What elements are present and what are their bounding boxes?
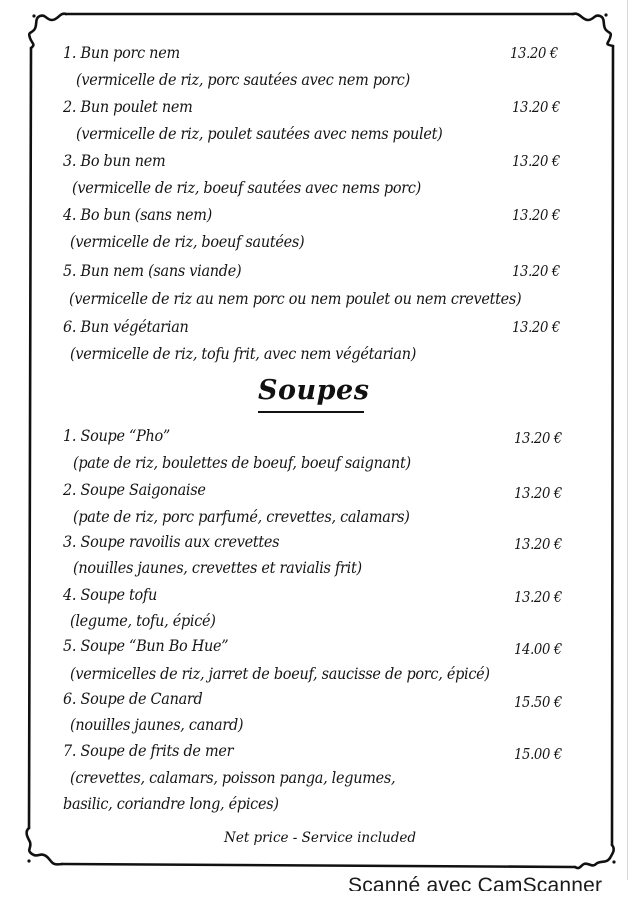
item-name: 3. Soupe ravoilis aux crevettes	[63, 533, 280, 551]
item-name: 5. Soupe “Bun Bo Hue”	[63, 637, 229, 655]
item-description: (vermicelles de riz, jarret de boeuf, saucisse de porc, épicé)	[70, 665, 490, 683]
item-name: 5. Bun nem (sans viande)	[63, 262, 242, 280]
item-name: 2. Soupe Saigonaise	[63, 481, 206, 499]
scanner-watermark: Scanné avec CamScanner	[348, 874, 603, 891]
item-description: (pate de riz, boulettes de boeuf, boeuf saignant)	[73, 454, 411, 472]
item-description: (legume, tofu, épicé)	[70, 612, 216, 630]
heading-underline	[258, 411, 364, 413]
item-price: 13.20 €	[512, 318, 560, 336]
item-price: 15.00 €	[514, 745, 562, 763]
item-name: 1. Bun porc nem	[63, 44, 180, 62]
item-name: 3. Bo bun nem	[63, 152, 166, 170]
item-price: 14.00 €	[514, 640, 562, 658]
item-name: 6. Bun végétarian	[63, 318, 189, 336]
item-price: 13.20 €	[512, 98, 560, 116]
item-description: (vermicelle de riz, tofu frit, avec nem végétarian)	[70, 345, 417, 363]
item-price: 13.20 €	[514, 484, 562, 502]
item-description: (crevettes, calamars, poisson panga, legumes,	[70, 769, 396, 787]
item-price: 13.20 €	[510, 44, 558, 62]
item-price: 13.20 €	[514, 588, 562, 606]
item-description: (nouilles jaunes, crevettes et ravialis frit)	[73, 559, 362, 577]
item-description: (pate de riz, porc parfumé, crevettes, calamars)	[73, 508, 410, 526]
item-price: 13.20 €	[512, 206, 560, 224]
item-price: 13.20 €	[512, 152, 560, 170]
item-name: 1. Soupe “Pho”	[63, 427, 171, 445]
item-name: 6. Soupe de Canard	[63, 690, 203, 708]
item-name: 4. Bo bun (sans nem)	[63, 206, 212, 224]
item-description: (vermicelle de riz, boeuf sautées)	[70, 233, 305, 251]
item-name: 4. Soupe tofu	[63, 586, 157, 604]
item-description: (vermicelle de riz, boeuf sautées avec nems porc)	[72, 179, 421, 197]
item-description-continued: basilic, coriandre long, épices)	[63, 795, 279, 813]
service-note: Net price - Service included	[224, 830, 416, 846]
item-description: (vermicelle de riz, porc sautées avec nem porc)	[76, 71, 410, 89]
item-price: 15.50 €	[514, 693, 562, 711]
item-price: 13.20 €	[514, 429, 562, 447]
item-description: (vermicelle de riz au nem porc ou nem poulet ou nem crevettes)	[69, 290, 522, 308]
item-description: (nouilles jaunes, canard)	[70, 716, 244, 734]
item-name: 7. Soupe de frits de mer	[63, 742, 234, 760]
item-description: (vermicelle de riz, poulet sautées avec nems poulet)	[76, 125, 443, 143]
item-name: 2. Bun poulet nem	[63, 98, 193, 116]
item-price: 13.20 €	[514, 535, 562, 553]
item-price: 13.20 €	[512, 262, 560, 280]
section-heading: Soupes	[258, 375, 370, 406]
